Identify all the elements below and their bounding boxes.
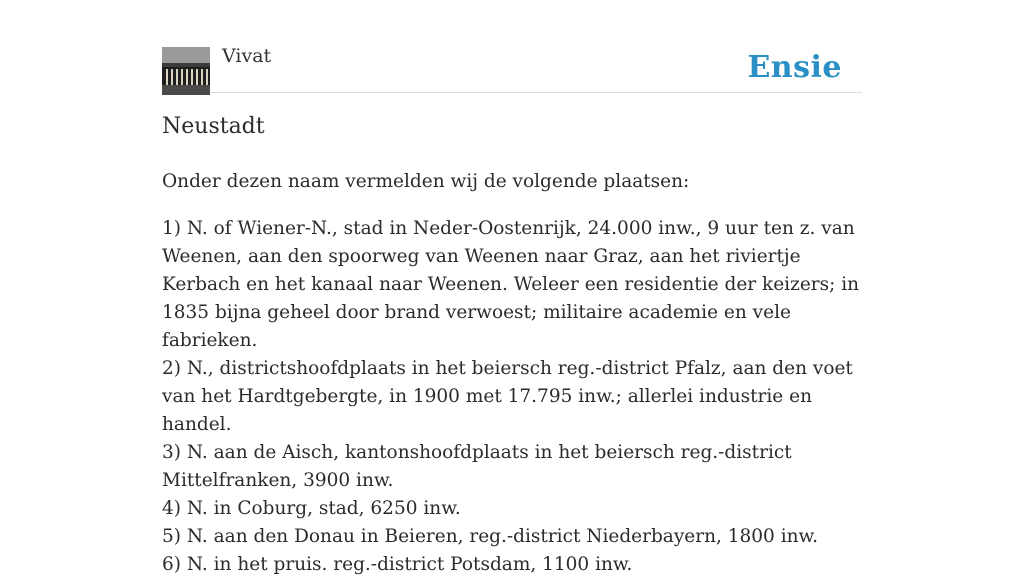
brand-logo[interactable]: Ensie [747, 50, 842, 85]
page-title: Neustadt [162, 114, 265, 139]
intro-text: Onder dezen naam vermelden wij de volgende plaatsen: [162, 171, 690, 192]
entry-list [162, 215, 862, 579]
page-container [162, 0, 862, 575]
list-item: 6) N. in het pruis. reg.-district Potsdam, 1100 inw. [162, 554, 633, 575]
list-item: 3) N. aan de Aisch, kantonshoofdplaats in het beiersch reg.-district Mittelfranken, 3900 inw. [162, 442, 792, 491]
list-item: 4) N. in Coburg, stad, 6250 inw. [162, 498, 461, 519]
avatar[interactable] [162, 47, 210, 95]
list-item: 1) N. of Wiener-N., stad in Neder-Oostenrijk, 24.000 inw., 9 uur ten z. van Weenen, aan den spoorweg van Weenen naar Graz, aan het riviertje Kerbach en het kanaal naar Weenen. Weleer een residentie der keizers; in 1835 bijna geheel door brand verwoest; militaire academie en vele fabrieken. [162, 218, 860, 351]
list-item: 5) N. aan den Donau in Beieren, reg.-district Niederbayern, 1800 inw. [162, 526, 819, 547]
list-item: 2) N., districtshoofdplaats in het beiersch reg.-district Pfalz, aan den voet van het Hardtgebergte, in 1900 met 17.795 inw.; allerlei industrie en handel. [162, 358, 853, 435]
header [162, 0, 862, 93]
author-name[interactable]: Vivat [222, 45, 272, 67]
typewriter-avatar-icon [162, 47, 210, 95]
